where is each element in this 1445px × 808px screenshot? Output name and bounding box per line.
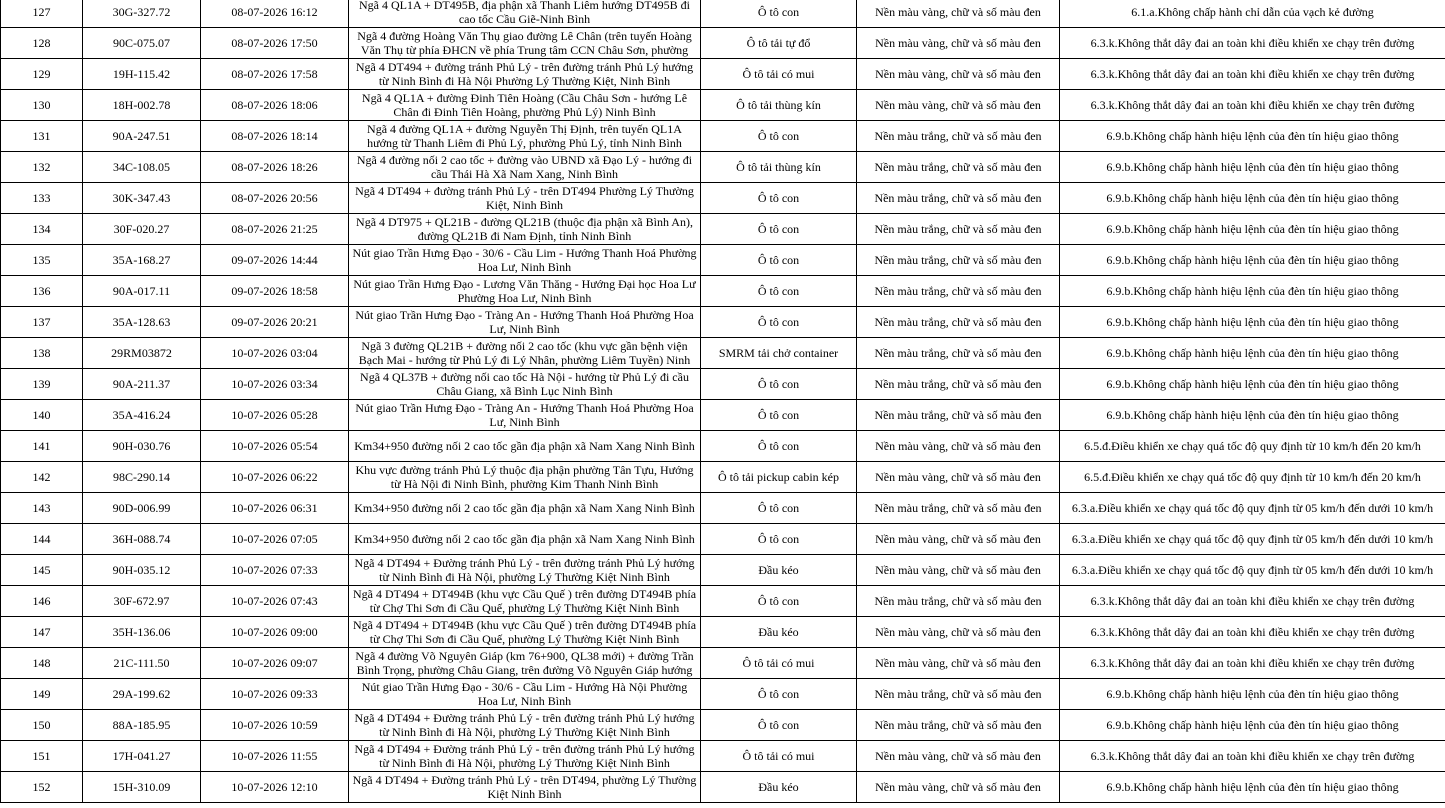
location-cell: Ngã 4 DT494 + Đường tránh Phủ Lý - trên đường tránh Phủ Lý hướng từ Ninh Bình đi Hà Nội, phường Lý Thường Kiệt Ninh Bình (349, 710, 701, 741)
table-row (1, 617, 1445, 648)
license-plate-cell: 35A-168.27 (83, 245, 201, 276)
plate-color-cell: Nền màu trắng, chữ và số màu đen (857, 276, 1060, 307)
row-number-cell: 148 (1, 648, 83, 679)
violation-cell: 6.9.b.Không chấp hành hiệu lệnh của đèn tín hiệu giao thông (1060, 679, 1445, 710)
location-cell: Ngã 4 đường Võ Nguyên Giáp (km 76+900, QL38 mới) + đường Trần Bình Trọng, phường Châu Giang, trên đường Võ Nguyên Giáp hướng (349, 648, 701, 679)
row-number-cell: 136 (1, 276, 83, 307)
plate-color-cell: Nền màu vàng, chữ và số màu đen (857, 90, 1060, 121)
location-cell: Nút giao Trần Hưng Đạo - 30/6 - Cầu Lim - Hướng Thanh Hoá Phường Hoa Lư, Ninh Bình (349, 245, 701, 276)
vehicle-type-cell: Ô tô tải pickup cabin kép (701, 462, 857, 493)
violation-time-cell: 10-07-2026 09:07 (201, 648, 349, 679)
violation-time-cell: 10-07-2026 03:04 (201, 338, 349, 369)
violation-time-cell: 08-07-2026 18:14 (201, 121, 349, 152)
row-number-cell: 147 (1, 617, 83, 648)
plate-color-cell: Nền màu trắng, chữ và số màu đen (857, 183, 1060, 214)
violation-time-cell: 10-07-2026 05:54 (201, 431, 349, 462)
plate-color-cell: Nền màu vàng, chữ và số màu đen (857, 0, 1060, 28)
table-row (1, 59, 1445, 90)
location-cell: Ngã 3 đường QL21B + đường nối 2 cao tốc (khu vực gần bệnh viện Bạch Mai - hướng từ Phủ Lý đi Lý Nhân, phường Liêm Tuyền) Ninh (349, 338, 701, 369)
violation-cell: 6.9.b.Không chấp hành hiệu lệnh của đèn tín hiệu giao thông (1060, 152, 1445, 183)
license-plate-cell: 98C-290.14 (83, 462, 201, 493)
row-number-cell: 146 (1, 586, 83, 617)
violation-cell: 6.9.b.Không chấp hành hiệu lệnh của đèn tín hiệu giao thông (1060, 710, 1445, 741)
violation-cell: 6.9.b.Không chấp hành hiệu lệnh của đèn tín hiệu giao thông (1060, 400, 1445, 431)
plate-color-cell: Nền màu trắng, chữ và số màu đen (857, 493, 1060, 524)
violation-cell: 6.9.b.Không chấp hành hiệu lệnh của đèn tín hiệu giao thông (1060, 338, 1445, 369)
license-plate-cell: 30F-020.27 (83, 214, 201, 245)
plate-color-cell: Nền màu trắng, chữ và số màu đen (857, 338, 1060, 369)
location-cell: Km34+950 đường nối 2 cao tốc gần địa phận xã Nam Xang Ninh Bình (349, 524, 701, 555)
location-cell: Ngã 4 QL37B + đường nối cao tốc Hà Nội - hướng từ Phủ Lý đi cầu Châu Giang, xã Bình Lục Ninh Bình (349, 369, 701, 400)
vehicle-type-cell: Ô tô con (701, 245, 857, 276)
vehicle-type-cell: Đầu kéo (701, 772, 857, 803)
license-plate-cell: 36H-088.74 (83, 524, 201, 555)
violation-time-cell: 10-07-2026 09:00 (201, 617, 349, 648)
vehicle-type-cell: Ô tô con (701, 524, 857, 555)
table-row (1, 586, 1445, 617)
table-row (1, 338, 1445, 369)
license-plate-cell: 30K-347.43 (83, 183, 201, 214)
violation-time-cell: 10-07-2026 07:33 (201, 555, 349, 586)
vehicle-type-cell: Ô tô con (701, 431, 857, 462)
plate-color-cell: Nền màu vàng, chữ và số màu đen (857, 28, 1060, 59)
license-plate-cell: 17H-041.27 (83, 741, 201, 772)
vehicle-type-cell: Ô tô tải có mui (701, 59, 857, 90)
license-plate-cell: 90C-075.07 (83, 28, 201, 59)
license-plate-cell: 21C-111.50 (83, 648, 201, 679)
table-row (1, 524, 1445, 555)
violation-time-cell: 10-07-2026 07:05 (201, 524, 349, 555)
violation-cell: 6.3.a.Điều khiển xe chạy quá tốc độ quy định từ 05 km/h đến dưới 10 km/h (1060, 555, 1445, 586)
plate-color-cell: Nền màu trắng, chữ và số màu đen (857, 400, 1060, 431)
plate-color-cell: Nền màu trắng, chữ và số màu đen (857, 152, 1060, 183)
vehicle-type-cell: Đầu kéo (701, 555, 857, 586)
table-row (1, 493, 1445, 524)
location-cell: Ngã 4 DT975 + QL21B - đường QL21B (thuộc địa phận xã Bình An), đường QL21B đi Nam Định, tỉnh Ninh Bình (349, 214, 701, 245)
violation-cell: 6.9.b.Không chấp hành hiệu lệnh của đèn tín hiệu giao thông (1060, 214, 1445, 245)
table-row (1, 772, 1445, 803)
location-cell: Ngã 4 đường Hoàng Văn Thụ giao đường Lê Chân (trên tuyến Hoàng Văn Thụ từ phía ĐHCN về phía Trung tâm CCN Châu Sơn, phường (349, 28, 701, 59)
table-row (1, 121, 1445, 152)
row-number-cell: 135 (1, 245, 83, 276)
violation-cell: 6.9.b.Không chấp hành hiệu lệnh của đèn tín hiệu giao thông (1060, 245, 1445, 276)
violation-time-cell: 10-07-2026 06:31 (201, 493, 349, 524)
plate-color-cell: Nền màu trắng, chữ và số màu đen (857, 214, 1060, 245)
violation-time-cell: 10-07-2026 03:34 (201, 369, 349, 400)
plate-color-cell: Nền màu vàng, chữ và số màu đen (857, 555, 1060, 586)
table-row (1, 276, 1445, 307)
table-row (1, 28, 1445, 59)
table-body (1, 0, 1445, 803)
license-plate-cell: 90A-247.51 (83, 121, 201, 152)
location-cell: Ngã 4 DT494 + DT494B (khu vực Cầu Quế ) trên đường DT494B phía từ Chợ Thi Sơn đi Cầu Quế, phường Lý Thường Kiệt Ninh Bình (349, 586, 701, 617)
row-number-cell: 140 (1, 400, 83, 431)
location-cell: Ngã 4 DT494 + đường tránh Phủ Lý - trên đường tránh Phủ Lý hướng từ Ninh Bình đi Hà Nội Phường Lý Thường Kiệt, Ninh Bình (349, 59, 701, 90)
vehicle-type-cell: Ô tô con (701, 400, 857, 431)
vehicle-type-cell: Ô tô con (701, 276, 857, 307)
violation-time-cell: 08-07-2026 16:12 (201, 0, 349, 28)
violation-time-cell: 09-07-2026 14:44 (201, 245, 349, 276)
row-number-cell: 145 (1, 555, 83, 586)
row-number-cell: 127 (1, 0, 83, 28)
license-plate-cell: 35A-416.24 (83, 400, 201, 431)
violation-cell: 6.9.b.Không chấp hành hiệu lệnh của đèn tín hiệu giao thông (1060, 369, 1445, 400)
violation-time-cell: 10-07-2026 07:43 (201, 586, 349, 617)
violation-time-cell: 08-07-2026 20:56 (201, 183, 349, 214)
row-number-cell: 138 (1, 338, 83, 369)
table-row (1, 648, 1445, 679)
violation-cell: 6.3.k.Không thắt dây đai an toàn khi điều khiển xe chạy trên đường (1060, 648, 1445, 679)
violation-cell: 6.9.b.Không chấp hành hiệu lệnh của đèn tín hiệu giao thông (1060, 772, 1445, 803)
license-plate-cell: 29A-199.62 (83, 679, 201, 710)
violation-cell: 6.5.đ.Điều khiển xe chạy quá tốc độ quy định từ 10 km/h đến 20 km/h (1060, 462, 1445, 493)
violation-cell: 6.3.k.Không thắt dây đai an toàn khi điều khiển xe chạy trên đường (1060, 617, 1445, 648)
row-number-cell: 137 (1, 307, 83, 338)
vehicle-type-cell: Ô tô tải thùng kín (701, 152, 857, 183)
row-number-cell: 131 (1, 121, 83, 152)
table-row (1, 214, 1445, 245)
location-cell: Ngã 4 DT494 + Đường tránh Phủ Lý - trên đường tránh Phủ Lý hướng từ Ninh Bình đi Hà Nội, phường Lý Thường Kiệt Ninh Bình (349, 555, 701, 586)
location-cell: Ngã 4 DT494 + đường tránh Phủ Lý - trên DT494 Phường Lý Thường Kiệt, Ninh Bình (349, 183, 701, 214)
row-number-cell: 128 (1, 28, 83, 59)
row-number-cell: 151 (1, 741, 83, 772)
location-cell: Khu vực đường tránh Phủ Lý thuộc địa phận phường Tân Tựu, Hướng từ Hà Nội đi Ninh Bình, phường Kim Thanh Ninh Bình (349, 462, 701, 493)
table-row (1, 369, 1445, 400)
row-number-cell: 133 (1, 183, 83, 214)
violation-cell: 6.9.b.Không chấp hành hiệu lệnh của đèn tín hiệu giao thông (1060, 307, 1445, 338)
row-number-cell: 134 (1, 214, 83, 245)
location-cell: Ngã 4 đường nối 2 cao tốc + đường vào UBND xã Đạo Lý - hướng đi cầu Thái Hà Xã Nam Xang, Ninh Bình (349, 152, 701, 183)
license-plate-cell: 15H-310.09 (83, 772, 201, 803)
row-number-cell: 152 (1, 772, 83, 803)
table-row (1, 741, 1445, 772)
plate-color-cell: Nền màu trắng, chữ và số màu đen (857, 121, 1060, 152)
license-plate-cell: 90H-030.76 (83, 431, 201, 462)
violation-cell: 6.3.k.Không thắt dây đai an toàn khi điều khiển xe chạy trên đường (1060, 59, 1445, 90)
vehicle-type-cell: SMRM tải chở container (701, 338, 857, 369)
vehicle-type-cell: Ô tô tải tự đổ (701, 28, 857, 59)
violation-time-cell: 08-07-2026 17:58 (201, 59, 349, 90)
location-cell: Nút giao Trần Hưng Đạo - Tràng An - Hướng Thanh Hoá Phường Hoa Lư, Ninh Bình (349, 307, 701, 338)
row-number-cell: 130 (1, 90, 83, 121)
vehicle-type-cell: Ô tô con (701, 214, 857, 245)
violation-cell: 6.3.k.Không thắt dây đai an toàn khi điều khiển xe chạy trên đường (1060, 28, 1445, 59)
row-number-cell: 129 (1, 59, 83, 90)
vehicle-type-cell: Ô tô tải thùng kín (701, 90, 857, 121)
location-cell: Km34+950 đường nối 2 cao tốc gần địa phận xã Nam Xang Ninh Bình (349, 493, 701, 524)
vehicle-type-cell: Ô tô con (701, 369, 857, 400)
violation-time-cell: 08-07-2026 18:06 (201, 90, 349, 121)
plate-color-cell: Nền màu vàng, chữ và số màu đen (857, 648, 1060, 679)
location-cell: Ngã 4 DT494 + Đường tránh Phủ Lý - trên đường tránh Phủ Lý hướng từ Ninh Bình đi Hà Nội, phường Lý Thường Kiệt Ninh Bình (349, 741, 701, 772)
table-row (1, 307, 1445, 338)
license-plate-cell: 30F-672.97 (83, 586, 201, 617)
plate-color-cell: Nền màu trắng, chữ và số màu đen (857, 679, 1060, 710)
table-row (1, 0, 1445, 28)
violation-time-cell: 08-07-2026 17:50 (201, 28, 349, 59)
plate-color-cell: Nền màu vàng, chữ và số màu đen (857, 59, 1060, 90)
license-plate-cell: 90A-211.37 (83, 369, 201, 400)
violation-time-cell: 10-07-2026 12:10 (201, 772, 349, 803)
plate-color-cell: Nền màu trắng, chữ và số màu đen (857, 586, 1060, 617)
row-number-cell: 141 (1, 431, 83, 462)
location-cell: Nút giao Trần Hưng Đạo - Lương Văn Thăng - Hướng Đại học Hoa Lư Phường Hoa Lư, Ninh Bình (349, 276, 701, 307)
violation-cell: 6.5.đ.Điều khiển xe chạy quá tốc độ quy định từ 10 km/h đến 20 km/h (1060, 431, 1445, 462)
location-cell: Ngã 4 DT494 + DT494B (khu vực Cầu Quế ) trên đường DT494B phía từ Chợ Thi Sơn đi Cầu Quế, phường Lý Thường Kiệt Ninh Bình (349, 617, 701, 648)
violation-time-cell: 10-07-2026 09:33 (201, 679, 349, 710)
row-number-cell: 142 (1, 462, 83, 493)
plate-color-cell: Nền màu trắng, chữ và số màu đen (857, 307, 1060, 338)
vehicle-type-cell: Ô tô con (701, 183, 857, 214)
plate-color-cell: Nền màu vàng, chữ và số màu đen (857, 462, 1060, 493)
violation-cell: 6.9.b.Không chấp hành hiệu lệnh của đèn tín hiệu giao thông (1060, 121, 1445, 152)
table-row (1, 90, 1445, 121)
row-number-cell: 132 (1, 152, 83, 183)
row-number-cell: 139 (1, 369, 83, 400)
location-cell: Nút giao Trần Hưng Đạo - 30/6 - Cầu Lim - Hướng Hà Nội Phường Hoa Lư, Ninh Bình (349, 679, 701, 710)
license-plate-cell: 88A-185.95 (83, 710, 201, 741)
violation-cell: 6.3.k.Không thắt dây đai an toàn khi điều khiển xe chạy trên đường (1060, 741, 1445, 772)
table-row (1, 431, 1445, 462)
vehicle-type-cell: Ô tô tải có mui (701, 648, 857, 679)
vehicle-type-cell: Ô tô con (701, 586, 857, 617)
row-number-cell: 150 (1, 710, 83, 741)
violation-cell: 6.9.b.Không chấp hành hiệu lệnh của đèn tín hiệu giao thông (1060, 276, 1445, 307)
violation-time-cell: 10-07-2026 06:22 (201, 462, 349, 493)
license-plate-cell: 35H-136.06 (83, 617, 201, 648)
license-plate-cell: 90A-017.11 (83, 276, 201, 307)
plate-color-cell: Nền màu vàng, chữ và số màu đen (857, 772, 1060, 803)
license-plate-cell: 19H-115.42 (83, 59, 201, 90)
plate-color-cell: Nền màu trắng, chữ và số màu đen (857, 245, 1060, 276)
license-plate-cell: 30G-327.72 (83, 0, 201, 28)
table-row (1, 400, 1445, 431)
table-row (1, 679, 1445, 710)
vehicle-type-cell: Ô tô tải có mui (701, 741, 857, 772)
plate-color-cell: Nền màu vàng, chữ và số màu đen (857, 741, 1060, 772)
violation-time-cell: 10-07-2026 10:59 (201, 710, 349, 741)
table-row (1, 462, 1445, 493)
table-row (1, 152, 1445, 183)
location-cell: Ngã 4 DT494 + Đường tránh Phủ Lý - trên DT494, phường Lý Thường Kiệt Ninh Bình (349, 772, 701, 803)
table-row (1, 710, 1445, 741)
vehicle-type-cell: Ô tô con (701, 679, 857, 710)
vehicle-type-cell: Đầu kéo (701, 617, 857, 648)
license-plate-cell: 29RM03872 (83, 338, 201, 369)
location-cell: Ngã 4 QL1A + DT495B, địa phận xã Thanh Liêm hướng DT495B đi cao tốc Cầu Giẽ-Ninh Bình (349, 0, 701, 28)
violation-time-cell: 09-07-2026 18:58 (201, 276, 349, 307)
violation-cell: 6.3.a.Điều khiển xe chạy quá tốc độ quy định từ 05 km/h đến dưới 10 km/h (1060, 524, 1445, 555)
violation-cell: 6.3.k.Không thắt dây đai an toàn khi điều khiển xe chạy trên đường (1060, 90, 1445, 121)
plate-color-cell: Nền màu trắng, chữ và số màu đen (857, 710, 1060, 741)
plate-color-cell: Nền màu vàng, chữ và số màu đen (857, 617, 1060, 648)
violation-cell: 6.3.a.Điều khiển xe chạy quá tốc độ quy định từ 05 km/h đến dưới 10 km/h (1060, 493, 1445, 524)
violation-time-cell: 09-07-2026 20:21 (201, 307, 349, 338)
table-row (1, 245, 1445, 276)
location-cell: Km34+950 đường nối 2 cao tốc gần địa phận xã Nam Xang Ninh Bình (349, 431, 701, 462)
violation-cell: 6.1.a.Không chấp hành chỉ dẫn của vạch kẻ đường (1060, 0, 1445, 28)
plate-color-cell: Nền màu vàng, chữ và số màu đen (857, 431, 1060, 462)
table-row (1, 555, 1445, 586)
violation-cell: 6.3.k.Không thắt dây đai an toàn khi điều khiển xe chạy trên đường (1060, 586, 1445, 617)
location-cell: Ngã 4 QL1A + đường Đinh Tiên Hoàng (Cầu Châu Sơn - hướng Lê Chân đi Đinh Tiên Hoàng, phường Phủ Lý) Ninh Bình (349, 90, 701, 121)
vehicle-type-cell: Ô tô con (701, 121, 857, 152)
table-row (1, 183, 1445, 214)
row-number-cell: 144 (1, 524, 83, 555)
plate-color-cell: Nền màu vàng, chữ và số màu đen (857, 524, 1060, 555)
license-plate-cell: 90D-006.99 (83, 493, 201, 524)
row-number-cell: 143 (1, 493, 83, 524)
violation-time-cell: 08-07-2026 21:25 (201, 214, 349, 245)
vehicle-type-cell: Ô tô con (701, 0, 857, 28)
violation-time-cell: 10-07-2026 11:55 (201, 741, 349, 772)
row-number-cell: 149 (1, 679, 83, 710)
location-cell: Ngã 4 đường QL1A + đường Nguyễn Thị Định, trên tuyến QL1A hướng từ Thanh Liêm đi Phủ Lý, phường Phủ Lý, tỉnh Ninh Bình (349, 121, 701, 152)
violation-time-cell: 08-07-2026 18:26 (201, 152, 349, 183)
violation-time-cell: 10-07-2026 05:28 (201, 400, 349, 431)
license-plate-cell: 34C-108.05 (83, 152, 201, 183)
vehicle-type-cell: Ô tô con (701, 493, 857, 524)
license-plate-cell: 90H-035.12 (83, 555, 201, 586)
plate-color-cell: Nền màu trắng, chữ và số màu đen (857, 369, 1060, 400)
vehicle-type-cell: Ô tô con (701, 307, 857, 338)
violation-cell: 6.9.b.Không chấp hành hiệu lệnh của đèn tín hiệu giao thông (1060, 183, 1445, 214)
license-plate-cell: 35A-128.63 (83, 307, 201, 338)
location-cell: Nút giao Trần Hưng Đạo - Tràng An - Hướng Thanh Hoá Phường Hoa Lư, Ninh Bình (349, 400, 701, 431)
vehicle-type-cell: Ô tô con (701, 710, 857, 741)
license-plate-cell: 18H-002.78 (83, 90, 201, 121)
